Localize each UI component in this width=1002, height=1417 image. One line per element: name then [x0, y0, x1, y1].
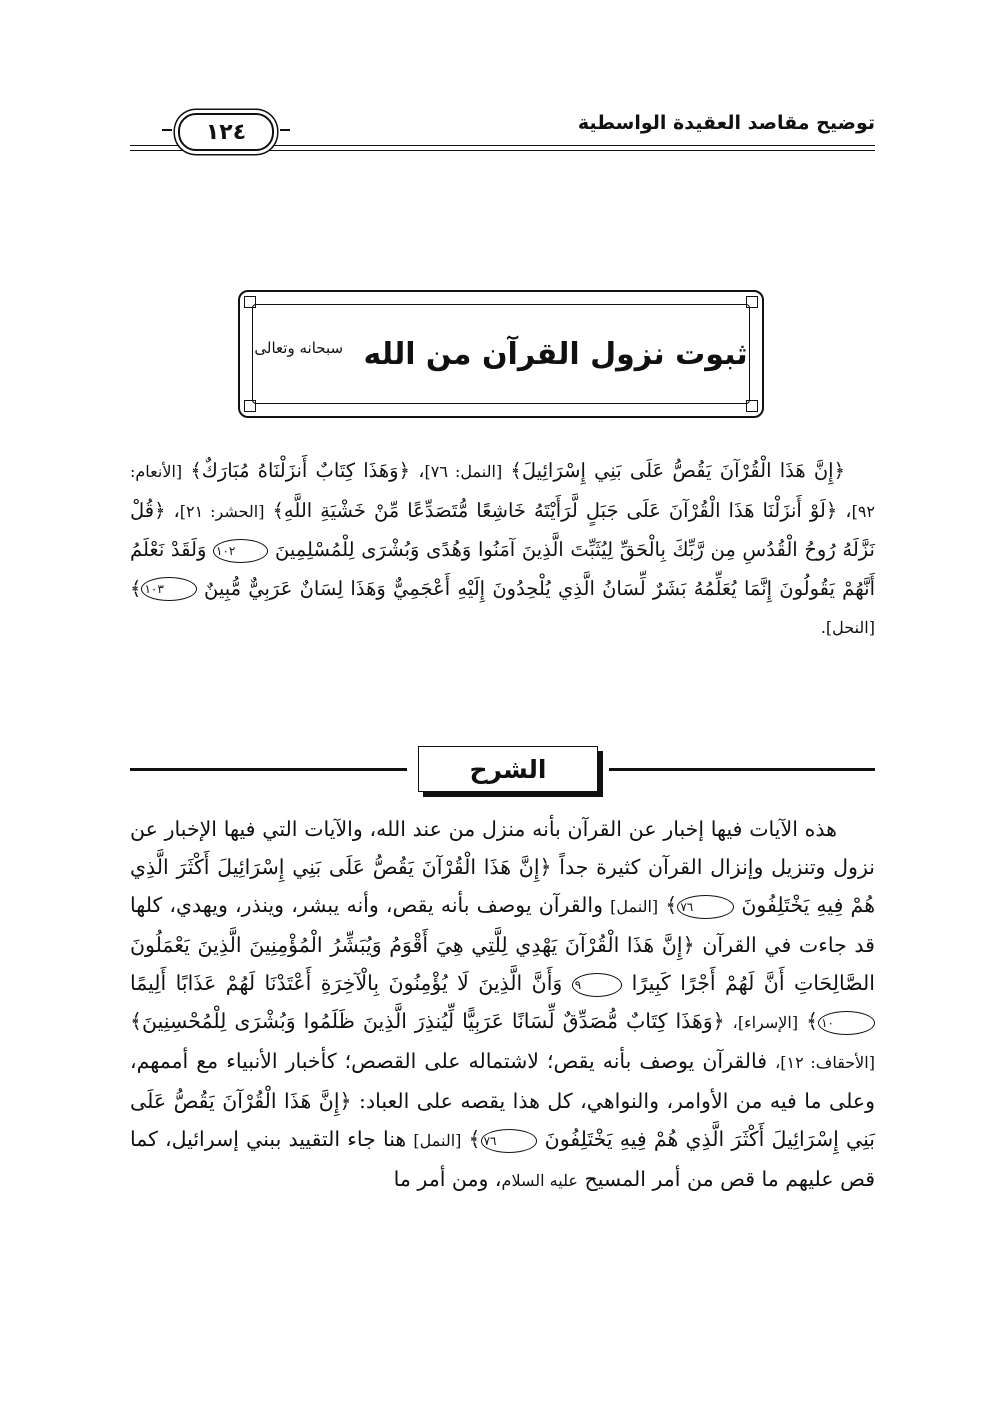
ayah-number: ١٠ — [818, 1011, 875, 1035]
page-number: ١٢٤ — [178, 113, 274, 151]
chapter-title-frame — [238, 290, 764, 418]
ayah-number: ١٠٣ — [141, 577, 196, 601]
honorific-glyph: سبحانه وتعالى — [254, 338, 344, 357]
ayah-number: ٩ — [572, 973, 622, 997]
book-title: توضيح مقاصد العقيدة الواسطية — [577, 112, 875, 134]
running-header — [130, 108, 875, 152]
verse: ﴿إِنَّ هَذَا الْقُرْآنَ يَهْدِي لِلَّتِي هِيَ أَقْوَمُ وَيُبَشِّرُ الْمُؤْمِنِينَ الَّذِينَ يَعْمَلُونَ الصَّالِحَاتِ أَنَّ لَهُمْ أَجْرًا كَبِيرًا — [130, 933, 875, 995]
verse: ﴿لَوْ أَنزَلْنَا هَذَا الْقُرْآنَ عَلَى جَبَلٍ لَّرَأَيْتَهُ خَاشِعًا مُّتَصَدِّعًا مِّنْ خَشْيَةِ اللَّهِ﴾ — [272, 498, 838, 522]
sharh-heading: الشرح — [418, 746, 598, 792]
commentary: هذه الآيات فيها إخبار عن القرآن بأنه منزل من عند الله، والآيات التي فيها الإخبار عن نزول وتنزيل وإنزال القرآن كثيرة جداً ﴿إِنَّ هَذَا الْقُرْآنَ يَقُصُّ عَلَى بَنِي إِسْرَائِيلَ أَكْثَرَ الَّذِي هُمْ فِيهِ يَخْتَلِفُونَ ٧٦﴾ [النمل] والقرآن يوصف بأنه يقص، وأنه يبشر، وينذر، ويهدي، كلها قد جاءت في القرآن ﴿إِنَّ هَذَا الْقُرْآنَ يَهْدِي لِلَّتِي هِيَ أَقْوَمُ وَيُبَشِّرُ الْمُؤْمِنِينَ الَّذِينَ يَعْمَلُونَ الصَّالِحَاتِ أَنَّ لَهُمْ أَجْرًا كَبِيرًا ٩ وَأَنَّ الَّذِينَ لَا يُؤْمِنُونَ بِالْآخِرَةِ أَعْتَدْنَا لَهُمْ عَذَابًا أَلِيمًا ١٠﴾ [الإسراء]، ﴿وَهَذَا كِتَابٌ مُّصَدِّقٌ لِّسَانًا عَرَبِيًّا لِّيُنذِرَ الَّذِينَ ظَلَمُوا وَبُشْرَى لِلْمُحْسِنِينَ﴾ [الأحقاف: ١٢]، فالقرآن يوصف بأنه يقص؛ لاشتماله على القصص؛ كأخبار الأنبياء مع أممهم، وعلى ما فيه من الأوامر، والنواهي، كل هذا يقصه على العباد: ﴿إِنَّ هَذَا الْقُرْآنَ يَقُصُّ عَلَى بَنِي إِسْرَائِيلَ أَكْثَرَ الَّذِي هُمْ فِيهِ يَخْتَلِفُونَ ٧٦﴾ [النمل] هنا جاء التقييد ببني إسرائيل، كما قص عليهم ما قص من أمر المسيح عليه السلام، ومن أمر ما — [130, 817, 876, 1191]
ayah-number: ٧٦ — [481, 1129, 538, 1153]
verse: وَأَنَّ الَّذِينَ لَا يُؤْمِنُونَ بِالْآخِرَةِ أَعْتَدْنَا لَهُمْ عَذَابًا أَلِيمًا — [130, 971, 563, 995]
verse: ﴿إِنَّ هَذَا الْقُرْآنَ يَقُصُّ عَلَى بَنِي إِسْرَائِيلَ أَكْثَرَ الَّذِي هُمْ فِيهِ يَخْتَلِفُونَ — [130, 1089, 875, 1151]
verse: ﴿إِنَّ هَذَا الْقُرْآنَ يَقُصُّ عَلَى بَنِي إِسْرَائِيلَ﴾ — [510, 459, 846, 482]
commentary-text: ، ومن أمر ما — [393, 1167, 502, 1191]
salutation-glyph: عليه السلام — [501, 1171, 578, 1190]
verse: ﴿وَهَذَا كِتَابٌ مُّصَدِّقٌ لِّسَانًا عَرَبِيًّا لِّيُنذِرَ الَّذِينَ ظَلَمُوا وَبُشْرَى لِلْمُحْسِنِينَ﴾ — [130, 1009, 725, 1033]
verse: ﴿قُلْ نَزَّلَهُ رُوحُ الْقُدُسِ مِن رَّبِّكَ بِالْحَقِّ لِيُثَبِّتَ الَّذِينَ آمَنُوا وَهُدًى وَبُشْرَى لِلْمُسْلِمِينَ — [130, 498, 875, 561]
chapter-title-text: ثبوت نزول القرآن من الله — [363, 336, 748, 372]
commentary-text: هنا جاء التقييد ببني إسرائيل، كما قص عليهم ما قص من أمر المسيح — [130, 1127, 875, 1191]
verse-reference: [النمل] — [610, 897, 659, 916]
sharh-divider — [130, 744, 875, 800]
verse-reference: [الأنعام: ٩٢] — [130, 462, 875, 521]
verse-reference: [النمل] — [413, 1131, 462, 1150]
ayah-number: ١٠٢ — [213, 539, 268, 563]
verses-passage: ﴿إِنَّ هَذَا الْقُرْآنَ يَقُصُّ عَلَى بَنِي إِسْرَائِيلَ﴾ [النمل: ٧٦]، ﴿وَهَذَا كِتَابٌ أَنزَلْنَاهُ مُبَارَكٌ﴾ [الأنعام: ٩٢]، ﴿لَوْ أَنزَلْنَا هَذَا الْقُرْآنَ عَلَى جَبَلٍ لَّرَأَيْتَهُ خَاشِعًا مُّتَصَدِّعًا مِّنْ خَشْيَةِ اللَّهِ﴾ [الحشر: ٢١]، ﴿قُلْ نَزَّلَهُ رُوحُ الْقُدُسِ مِن رَّبِّكَ بِالْحَقِّ لِيُثَبِّتَ الَّذِينَ آمَنُوا وَهُدًى وَبُشْرَى لِلْمُسْلِمِينَ ١٠٢ وَلَقَدْ نَعْلَمُ أَنَّهُمْ يَقُولُونَ إِنَّمَا يُعَلِّمُهُ بَشَرٌ لِّسَانُ الَّذِي يُلْحِدُونَ إِلَيْهِ أَعْجَمِيٌّ وَهَذَا لِسَانٌ عَرَبِيٌّ مُّبِينٌ ١٠٣﴾ [النحل]. — [130, 459, 875, 637]
ayah-number: ٧٦ — [677, 895, 734, 919]
verse: وَلَقَدْ نَعْلَمُ أَنَّهُمْ يَقُولُونَ إِنَّمَا يُعَلِّمُهُ بَشَرٌ لِّسَانُ الَّذِي يُلْحِدُونَ إِلَيْهِ أَعْجَمِيٌّ وَهَذَا لِسَانٌ عَرَبِيٌّ مُّبِينٌ — [130, 538, 875, 600]
chapter-title — [254, 337, 747, 372]
verse: ﴿وَهَذَا كِتَابٌ أَنزَلْنَاهُ مُبَارَكٌ﴾ — [190, 459, 411, 482]
verse: ﴿إِنَّ هَذَا الْقُرْآنَ يَقُصُّ عَلَى بَنِي إِسْرَائِيلَ أَكْثَرَ الَّذِي هُمْ فِيهِ يَخْتَلِفُونَ — [130, 855, 876, 917]
verse-reference: [النمل: ٧٦] — [424, 462, 503, 481]
verse-reference: [الحشر: ٢١] — [179, 501, 265, 521]
commentary-text: فالقرآن يوصف بأنه يقص؛ لاشتماله على القصص؛ كأخبار الأنبياء مع أممهم، وعلى ما فيه من الأوامر، والنواهي، كل هذا يقصه على العباد: — [130, 1049, 875, 1113]
verse-reference: [الأحقاف: ١٢]، — [775, 1053, 875, 1072]
verse-reference: [النحل]. — [820, 618, 875, 637]
commentary-text: والقرآن يوصف بأنه يقص، وأنه يبشر، وينذر، ويهدي، كلها قد جاءت في القرآن — [130, 893, 875, 957]
verse-reference: [الإسراء]، — [732, 1013, 799, 1032]
commentary-text: هذه الآيات فيها إخبار عن القرآن بأنه منزل من عند الله، والآيات التي فيها الإخبار عن نزول وتنزيل وإنزال القرآن كثيرة جداً — [130, 817, 875, 879]
